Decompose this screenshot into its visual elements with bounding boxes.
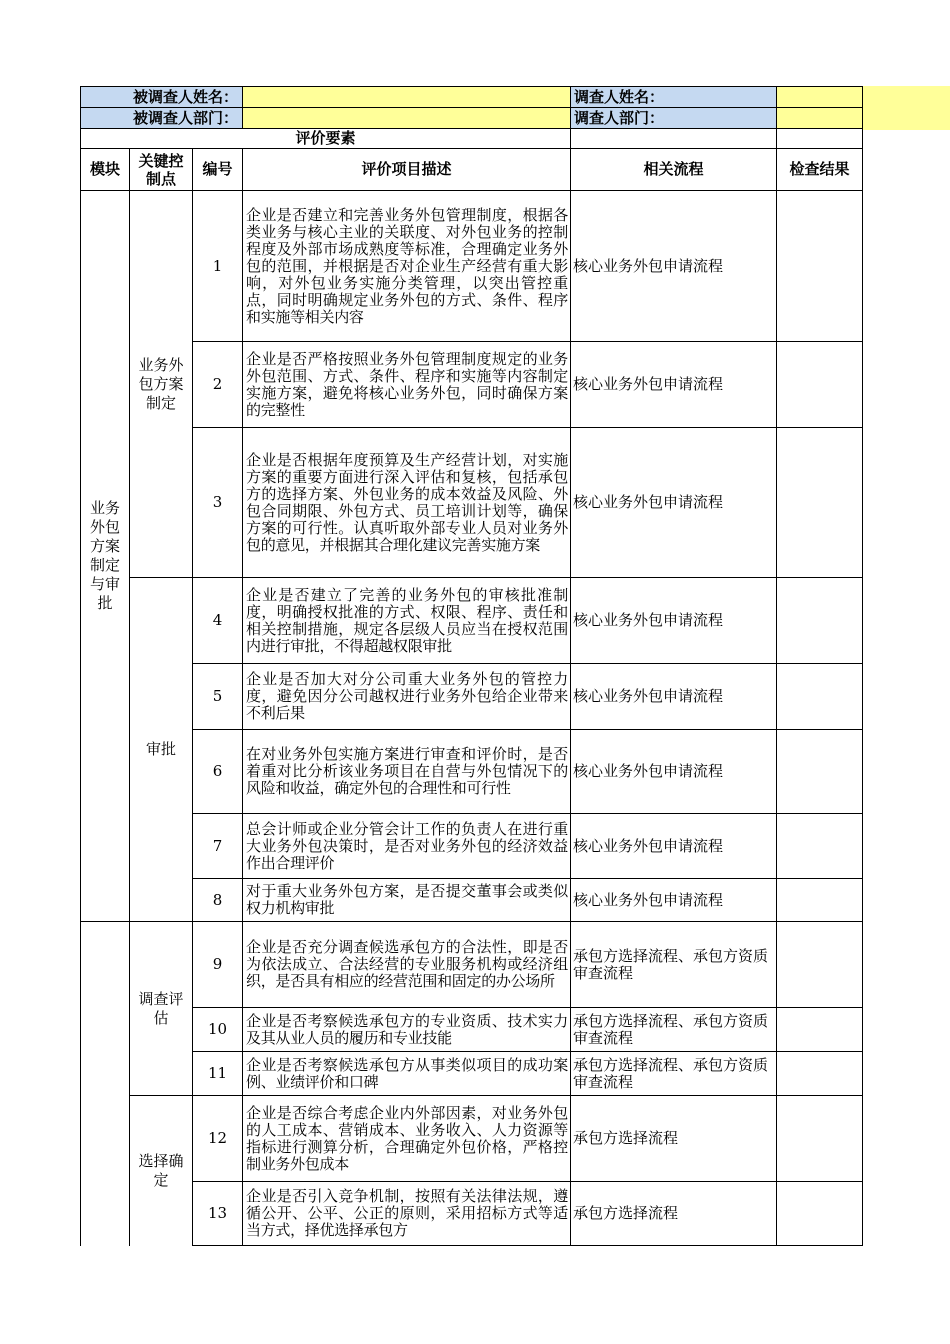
row-description: 企业是否考察候选承包方从事类似项目的成功案例、业绩评价和口碑 bbox=[243, 1052, 571, 1096]
row-number: 13 bbox=[193, 1182, 243, 1246]
row-description: 企业是否充分调查候选承包方的合法性，即是否为依法成立、合法经营的专业服务机构或经济组织，是否具有相应的经营范围和固定的办公场所 bbox=[243, 922, 571, 1008]
row-process: 承包方选择流程、承包方资质审查流程 bbox=[571, 922, 777, 1008]
row-process: 核心业务外包申请流程 bbox=[571, 664, 777, 730]
row-number: 3 bbox=[193, 428, 243, 578]
col-result-header: 检查结果 bbox=[777, 149, 863, 191]
row-number: 9 bbox=[193, 922, 243, 1008]
row-process: 核心业务外包申请流程 bbox=[571, 428, 777, 578]
row-process: 核心业务外包申请流程 bbox=[571, 879, 777, 922]
investigator-name-field[interactable] bbox=[777, 87, 863, 108]
row-number: 1 bbox=[193, 191, 243, 342]
row-process: 核心业务外包申请流程 bbox=[571, 578, 777, 664]
investigator-dept-field[interactable] bbox=[777, 108, 863, 129]
row-number: 5 bbox=[193, 664, 243, 730]
row-description: 企业是否加大对分公司重大业务外包的管控力度，避免因分公司越权进行业务外包给企业带来不利后果 bbox=[243, 664, 571, 730]
row-result[interactable] bbox=[777, 730, 863, 814]
row-process: 承包方选择流程、承包方资质审查流程 bbox=[571, 1008, 777, 1052]
row-result[interactable] bbox=[777, 879, 863, 922]
col-number-header: 编号 bbox=[193, 149, 243, 191]
row-process: 核心业务外包申请流程 bbox=[571, 342, 777, 428]
evaluation-table bbox=[80, 86, 863, 1246]
row-result[interactable] bbox=[777, 578, 863, 664]
row-process: 核心业务外包申请流程 bbox=[571, 730, 777, 814]
row-number: 10 bbox=[193, 1008, 243, 1052]
row-number: 12 bbox=[193, 1096, 243, 1182]
row-process: 承包方选择流程 bbox=[571, 1182, 777, 1246]
col-description-header: 评价项目描述 bbox=[243, 149, 571, 191]
eval-elements-header: 评价要素 bbox=[81, 129, 571, 149]
row-description: 企业是否考察候选承包方的专业资质、技术实力及其从业人员的履历和专业技能 bbox=[243, 1008, 571, 1052]
row-result[interactable] bbox=[777, 1008, 863, 1052]
col-key-point-header: 关键控制点 bbox=[130, 149, 193, 191]
row-description: 企业是否建立和完善业务外包管理制度，根据各类业务与核心主业的关联度、对外包业务的控制程度及外部市场成熟度等标准，合理确定业务外包的范围，并根据是否对企业生产经营有重大影响，对外包业务实施分类管理，以突出管控重点，同时明确规定业务外包的方式、条件、程序和实施等相关内容 bbox=[243, 191, 571, 342]
key-point-cell: 业务外包方案制定 bbox=[130, 191, 193, 578]
row-result[interactable] bbox=[777, 1052, 863, 1096]
respondent-name-field[interactable] bbox=[243, 87, 571, 108]
respondent-name-label: 被调查人姓名： bbox=[81, 87, 243, 108]
row-description: 企业是否建立了完善的业务外包的审核批准制度，明确授权批准的方式、权限、程序、责任和相关控制措施，规定各层级人员应当在授权范围内进行审批，不得超越权限审批 bbox=[243, 578, 571, 664]
row-process: 承包方选择流程、承包方资质审查流程 bbox=[571, 1052, 777, 1096]
col-module-header: 模块 bbox=[81, 149, 130, 191]
row-number: 11 bbox=[193, 1052, 243, 1096]
row-result[interactable] bbox=[777, 814, 863, 879]
row-number: 2 bbox=[193, 342, 243, 428]
respondent-dept-label: 被调查人部门： bbox=[81, 108, 243, 129]
extra-yellow-cell bbox=[862, 86, 950, 130]
row-result[interactable] bbox=[777, 191, 863, 342]
row-description: 企业是否根据年度预算及生产经营计划，对实施方案的重要方面进行深入评估和复核，包括承包方的选择方案、外包业务的成本效益及风险、外包合同期限、外包方式、员工培训计划等，确保方案的可行性。认真听取外部专业人员对业务外包的意见，并根据其合理化建议完善实施方案 bbox=[243, 428, 571, 578]
row-process: 核心业务外包申请流程 bbox=[571, 814, 777, 879]
row-description: 企业是否综合考虑企业内外部因素，对业务外包的人工成本、营销成本、业务收入、人力资源等指标进行测算分析，合理确定外包价格，严格控制业务外包成本 bbox=[243, 1096, 571, 1182]
row-process: 承包方选择流程 bbox=[571, 1096, 777, 1182]
investigator-name-label: 调查人姓名： bbox=[571, 87, 777, 108]
investigator-dept-label: 调查人部门： bbox=[571, 108, 777, 129]
row-number: 8 bbox=[193, 879, 243, 922]
row-number: 7 bbox=[193, 814, 243, 879]
key-point-cell: 调查评估 bbox=[130, 922, 193, 1096]
row-description: 企业是否严格按照业务外包管理制度规定的业务外包范围、方式、条件、程序和实施等内容制定实施方案，避免将核心业务外包，同时确保方案的完整性 bbox=[243, 342, 571, 428]
row-result[interactable] bbox=[777, 1096, 863, 1182]
row-process: 核心业务外包申请流程 bbox=[571, 191, 777, 342]
row-result[interactable] bbox=[777, 922, 863, 1008]
row-number: 4 bbox=[193, 578, 243, 664]
blank-header-cell bbox=[571, 129, 777, 149]
key-point-cell: 审批 bbox=[130, 578, 193, 922]
row-description: 在对业务外包实施方案进行审查和评价时，是否着重对比分析该业务项目在自营与外包情况下的风险和收益，确定外包的合理性和可行性 bbox=[243, 730, 571, 814]
row-description: 企业是否引入竞争机制，按照有关法律法规，遵循公开、公平、公正的原则，采用招标方式等适当方式，择优选择承包方 bbox=[243, 1182, 571, 1246]
row-result[interactable] bbox=[777, 342, 863, 428]
respondent-dept-field[interactable] bbox=[243, 108, 571, 129]
row-description: 对于重大业务外包方案，是否提交董事会或类似权力机构审批 bbox=[243, 879, 571, 922]
col-process-header: 相关流程 bbox=[571, 149, 777, 191]
row-result[interactable] bbox=[777, 1182, 863, 1246]
row-number: 6 bbox=[193, 730, 243, 814]
row-result[interactable] bbox=[777, 428, 863, 578]
row-description: 总会计师或企业分管会计工作的负责人在进行重大业务外包决策时，是否对业务外包的经济效益作出合理评价 bbox=[243, 814, 571, 879]
module-cell: 业务外包方案制定与审批 bbox=[81, 191, 130, 922]
row-result[interactable] bbox=[777, 664, 863, 730]
key-point-cell: 选择确定 bbox=[130, 1096, 193, 1246]
blank-header-cell bbox=[777, 129, 863, 149]
evaluation-sheet bbox=[80, 86, 863, 1246]
module-cell bbox=[81, 922, 130, 1246]
